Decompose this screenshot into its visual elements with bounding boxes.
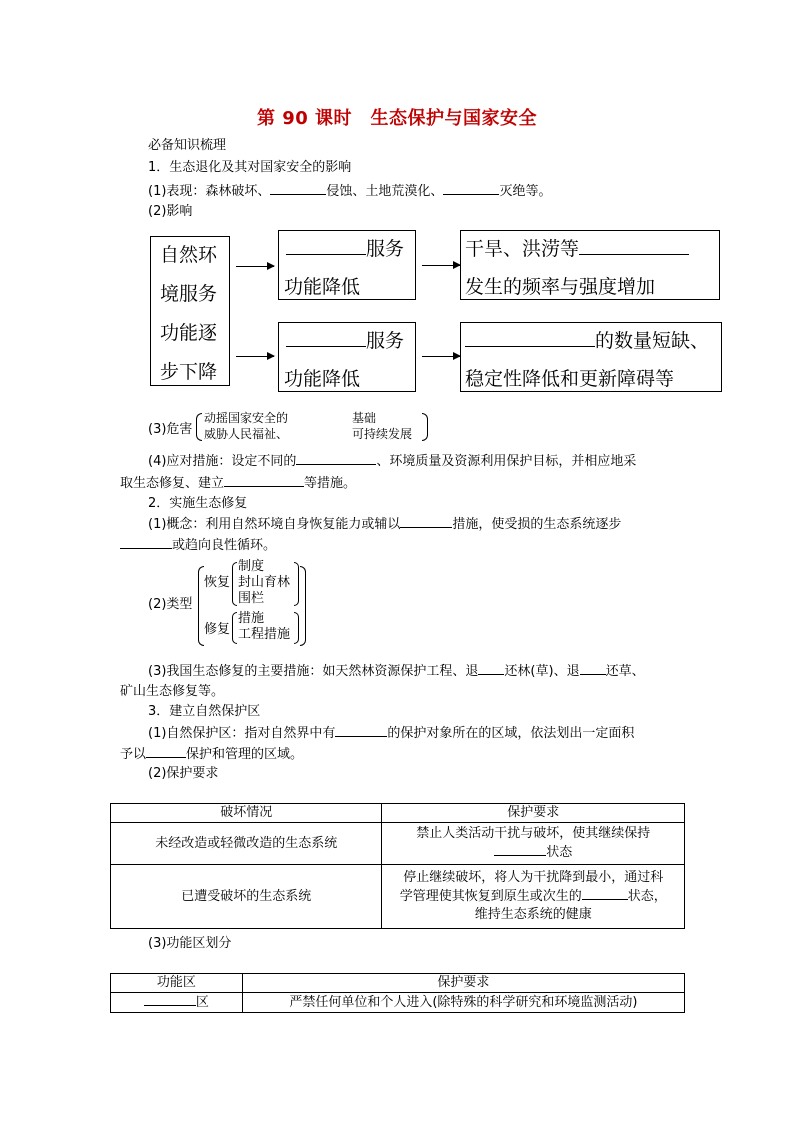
right-brace: [294, 562, 299, 606]
sec3-p1-d: 保护和管理的区域。: [186, 747, 304, 762]
section-2-title: 2．实施生态修复: [148, 496, 248, 511]
restore-item-3: 围栏: [238, 591, 265, 606]
right-box-1-text-a: 干旱、洪涝等: [465, 238, 580, 260]
sec3-p1-line1: [148, 724, 634, 742]
table-header-row: [111, 974, 685, 993]
middle-box-1-line-1: [286, 234, 404, 261]
blank: [286, 236, 366, 255]
left-brace: [232, 612, 237, 644]
right-box-2-line-1: [465, 326, 709, 353]
right-brace: [294, 612, 299, 644]
right-box-1-line-2: 发生的频率与强度增加: [465, 276, 656, 298]
table-cell: 严禁任何单位和个人进入(除特殊的科学研究和环境监测活动): [242, 993, 684, 1013]
right-box-2-text-a: 的数量短缺、: [595, 330, 710, 352]
blank: [335, 724, 387, 737]
cell-text: 区: [195, 995, 209, 1010]
hazard-b1: 威胁人民福祉、: [204, 427, 289, 441]
table-cell: [382, 865, 685, 929]
table-row: [111, 823, 685, 865]
right-box-1-line-1: [465, 234, 689, 261]
sec3-p2: (2)保护要求: [148, 766, 219, 781]
middle-box-2-line-1: [286, 326, 404, 353]
sec2-p3-line2: 矿山生态修复等。: [120, 684, 225, 699]
sec1-p1-b: 侵蚀、土地荒漠化、: [326, 184, 444, 199]
restore-item-2: 封山育林: [238, 575, 291, 590]
cell-line: [386, 887, 680, 906]
table-header: 功能区: [111, 974, 243, 993]
sec3-p1-b: 的保护对象所在的区域，依法划出一定面积: [387, 726, 635, 741]
middle-box-1-line-2: 功能降低: [284, 276, 361, 298]
type-label: (2)类型: [148, 597, 193, 612]
zone-table: [110, 973, 685, 1013]
left-box-line-2: 境服务: [160, 283, 218, 305]
table-header: 保护要求: [242, 974, 684, 993]
left-box-line-3: 功能逐: [160, 322, 218, 344]
blank: [580, 662, 606, 675]
left-box-line-4: 步下降: [160, 361, 218, 383]
right-brace: [422, 413, 428, 441]
sec1-p4-line1: [148, 452, 636, 470]
blank: [400, 515, 452, 528]
sec2-p1-line2: [120, 536, 276, 554]
arrow-right-icon: [422, 265, 460, 266]
cell-line: 维持生态系统的健康: [474, 907, 592, 922]
sec2-p3-c: 还草、: [605, 664, 645, 679]
sec1-p4-c: 取生态修复、建立: [120, 476, 225, 491]
hazard-label: (3)危害: [148, 422, 193, 437]
blank: [579, 236, 689, 255]
middle-box-1-text-a: 服务: [366, 238, 405, 260]
left-brace: [196, 413, 202, 441]
sec2-p1-b: 措施，使受损的生态系统逐步: [452, 517, 622, 532]
cell-line: 停止继续破坏，将人为干扰降到最小，通过科: [403, 870, 664, 885]
sec3-p1-line2: [120, 745, 303, 763]
cell-line: 禁止人类活动干扰与破坏，使其继续保持: [416, 826, 651, 841]
blank: [224, 474, 304, 487]
blank: [465, 328, 595, 347]
section-3-title: 3．建立自然保护区: [148, 704, 261, 719]
blank: [270, 182, 326, 195]
hazard-a1: 动摇国家安全的: [204, 411, 289, 425]
arrow-right-icon: [236, 356, 274, 357]
cell-text: 状态，: [627, 889, 667, 904]
sec1-p4-line2: [120, 474, 356, 492]
blank: [286, 328, 366, 347]
blank: [144, 993, 196, 1006]
blank: [582, 887, 628, 900]
table-header: 保护要求: [382, 804, 685, 823]
arrow-right-icon: [236, 266, 274, 267]
sec2-p3-a: (3)我国生态修复的主要措施：如天然林资源保护工程、退: [148, 664, 479, 679]
repair-label: 修复: [204, 622, 231, 637]
sec2-p1-c: 或趋向良性循环。: [172, 538, 277, 553]
sec3-p1-c: 予以: [120, 747, 147, 762]
blank: [443, 182, 499, 195]
blank: [478, 662, 504, 675]
blank: [120, 536, 172, 549]
sec2-p3-line1: [148, 662, 645, 680]
section-heading: 必备知识梳理: [148, 138, 227, 153]
table-row: [111, 865, 685, 929]
cell-line: [386, 843, 680, 862]
sec1-p1-a: (1)表现：森林破坏、: [148, 184, 271, 199]
restore-label: 恢复: [204, 575, 231, 590]
hazard-b2: 可持续发展: [352, 427, 413, 441]
table-cell: 未经改造或轻微改造的生态系统: [111, 823, 382, 865]
sec1-p1-c: 灭绝等。: [499, 184, 552, 199]
sec1-p4-b: 、环境质量及资源利用保护目标，并相应地采: [376, 454, 637, 469]
table-header: 破坏情况: [111, 804, 382, 823]
cell-text: 状态: [546, 845, 573, 860]
table-cell: [382, 823, 685, 865]
sec2-p1-a: (1)概念：利用自然环境自身恢复能力或辅以: [148, 517, 401, 532]
sec1-p4-d: 等措施。: [304, 476, 357, 491]
right-brace: [300, 566, 306, 646]
sec1-p2: (2)影响: [148, 204, 193, 219]
left-brace: [232, 562, 237, 606]
blank: [296, 452, 376, 465]
sec2-p3-b: 还林(草)、退: [504, 664, 580, 679]
table-cell: 已遭受破坏的生态系统: [111, 865, 382, 929]
table-header-row: [111, 804, 685, 823]
sec3-p3: (3)功能区划分: [148, 936, 232, 951]
blank: [146, 745, 186, 758]
right-box-2-line-2: 稳定性降低和更新障碍等: [465, 368, 675, 390]
protection-table: [110, 803, 685, 929]
sec1-p1: [148, 182, 551, 200]
left-box-line-1: 自然环: [160, 244, 218, 266]
repair-item-1: 措施: [238, 611, 265, 626]
middle-box-2-text-a: 服务: [366, 330, 405, 352]
section-1-title: 1．生态退化及其对国家安全的影响: [148, 160, 352, 175]
table-row: [111, 993, 685, 1013]
page-title: 第 90 课时 生态保护与国家安全: [256, 108, 538, 129]
cell-text: 学管理使其恢复到原生或次生的: [399, 889, 582, 904]
table-cell: [111, 993, 243, 1013]
middle-box-2-line-2: 功能降低: [284, 368, 361, 390]
hazard-a2: 基础: [352, 411, 377, 425]
sec2-p1-line1: [148, 515, 621, 533]
sec3-p1-a: (1)自然保护区：指对自然界中有: [148, 726, 336, 741]
arrow-right-icon: [422, 356, 460, 357]
blank: [494, 843, 546, 856]
restore-item-1: 制度: [238, 559, 265, 574]
repair-item-2: 工程措施: [238, 627, 291, 642]
sec1-p4-a: (4)应对措施：设定不同的: [148, 454, 297, 469]
